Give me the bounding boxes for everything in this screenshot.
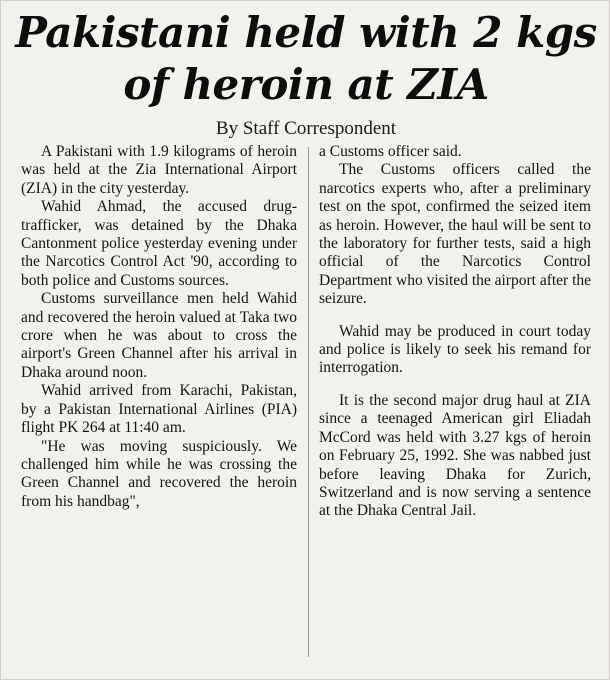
headline-line-2: of heroin at ZIA (123, 60, 489, 109)
paragraph: The Customs officers called the narcotics experts who, after a preliminary test on the spot, confirmed the seized item as heroin. However, the haul will be sent to the laboratory for further tests, said a high official of the Narcotics Control Department who visited the airport after the seizure. (319, 161, 592, 308)
article-column-right (319, 143, 591, 521)
paragraph: A Pakistani with 1.9 kilograms of heroin was held at the Zia International Airport (ZIA) in the city yesterday. (21, 143, 297, 197)
paragraph: a Customs officer said. (319, 143, 462, 160)
column-divider (308, 147, 309, 657)
paragraph: Wahid may be produced in court today and police is likely to seek his remand for interrogation. (319, 322, 591, 377)
headline (1, 7, 610, 111)
paragraph: Wahid arrived from Karachi, Pakistan, by a Pakistan International Airlines (PIA) flight PK 264 at 11:40 am. (21, 382, 297, 437)
paragraph: Wahid Ahmad, the accused drug-trafficker, was detained by the Dhaka Cantonment police yesterday evening under the Narcotics Control Act '90, according to both police and Customs sources. (21, 198, 297, 289)
headline-line-1: Pakistani held with 2 kgs (15, 8, 597, 57)
paragraph: Customs surveillance men held Wahid and recovered the heroin valued at Taka two crore when he was about to cross the airport's Green Channel after his arrival in Dhaka around noon. (21, 290, 297, 381)
byline: By Staff Correspondent (215, 118, 397, 139)
paragraph: "He was moving suspiciously. We challenged him while he was crossing the Green Channel and recovered the heroin from his handbag", (21, 437, 297, 510)
article-column-left (21, 143, 297, 511)
paragraph: It is the second major drug haul at ZIA since a teenaged American girl Eliadah McCord was held with 3.27 kgs of heroin on February 25, 1992. She was nabbed just before leaving Dhaka for Zurich, Switzerland and is now serving a sentence at the Dhaka Central Jail. (319, 391, 591, 520)
